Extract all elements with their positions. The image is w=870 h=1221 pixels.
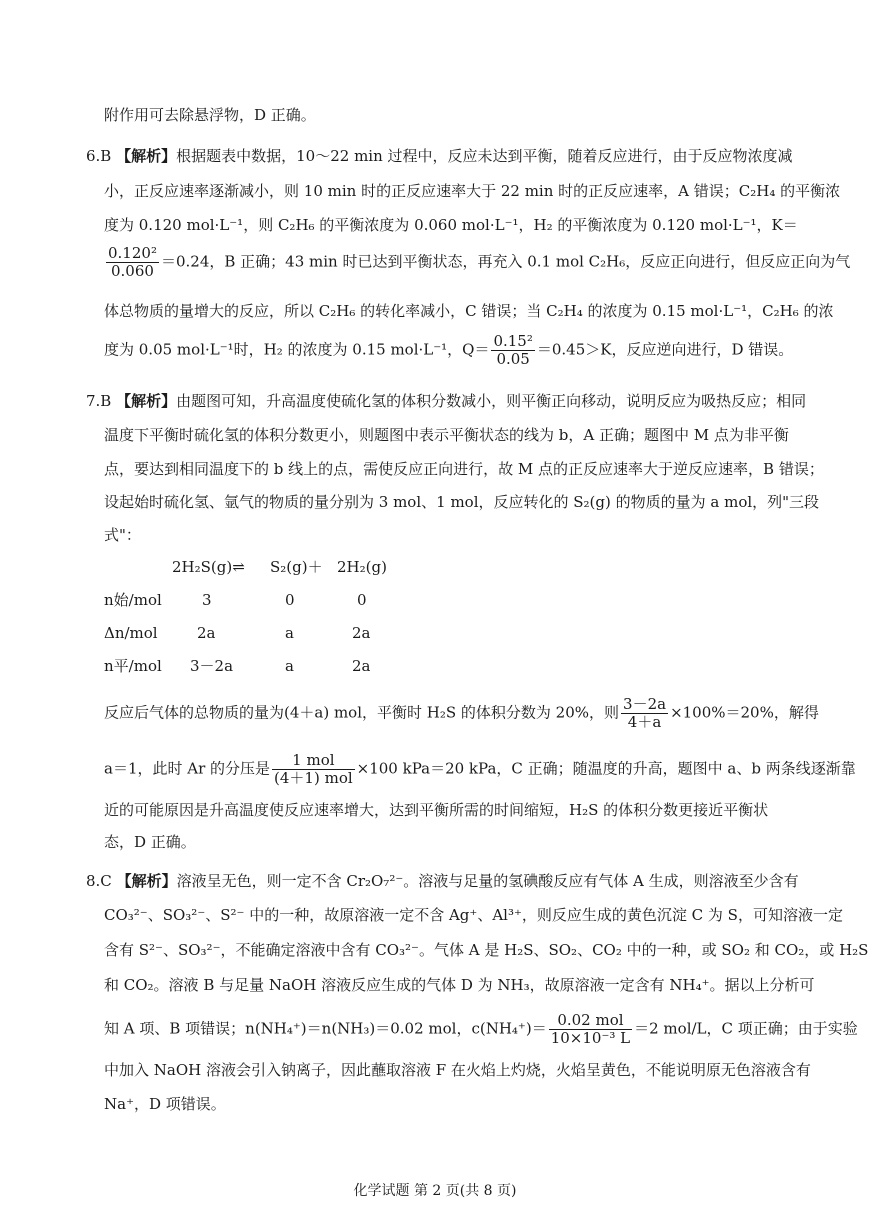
table-row-label: n平/mol xyxy=(104,657,162,675)
q7-pressure-fraction: $\frac{\text{1 mol}}{\text{(4＋1) mol}}$ xyxy=(274,751,353,787)
table-header-product-1: S₂(g)＋ xyxy=(270,558,323,576)
table-header-reactant: 2H₂S(g)⇌ xyxy=(172,558,245,576)
analysis-marker: 【解析】 xyxy=(116,392,177,410)
table-header-product-2: 2H₂(g) xyxy=(337,558,387,576)
q8-line-7: Na⁺，D 项错误。 xyxy=(104,1095,226,1113)
q6-line-3: 度为 0.120 mol·L⁻¹，则 C₂H₆ 的平衡浓度为 0.060 mol·L⁻¹，H₂ 的平衡浓度为 0.120 mol·L⁻¹，K＝ xyxy=(104,216,798,234)
q7-line-4: 设起始时硫化氢、氩气的物质的量分别为 3 mol、1 mol，反应转化的 S₂(g) 的物质的量为 a mol，列"三段 xyxy=(104,493,820,511)
q7-line-3: 点，要达到相同温度下的 b 线上的点，需使反应正向进行，故 M 点的正反应速率大于逆反应速率，B 错误； xyxy=(104,460,824,478)
table-row-label: n始/mol xyxy=(104,591,162,609)
table-cell: 2a xyxy=(352,657,371,675)
q8-line-6: 中加入 NaOH 溶液会引入钠离子，因此蘸取溶液 F 在火焰上灼烧，火焰呈黄色，不能说明原无色溶液含有 xyxy=(104,1061,811,1079)
table-cell: 2a xyxy=(197,624,216,642)
table-cell: 0 xyxy=(285,591,295,609)
q7-line-7: a＝1，此时 Ar 的分压是 $\frac{\text{1 mol}}{\text{(4＋1) mol}}$ ×100 kPa＝20 kPa，C 正确；随温度的升高，题图中 a、b 两条线逐渐靠 xyxy=(104,751,856,787)
q7-line-5: 式"： xyxy=(104,526,141,544)
table-row-label: Δn/mol xyxy=(104,624,158,642)
analysis-marker: 【解析】 xyxy=(116,147,177,165)
table-cell: a xyxy=(285,657,294,675)
q8-concentration-fraction: $\frac{\text{0.02 mol}}{\text{10×10⁻³ L}}$ xyxy=(550,1011,631,1047)
q6-line-2: 小，正反应速率逐渐减小，则 10 min 时的正反应速率大于 22 min 时的正反应速率，A 错误；C₂H₄ 的平衡浓 xyxy=(104,182,841,200)
table-cell: 0 xyxy=(357,591,367,609)
q6-line-6: 度为 0.05 mol·L⁻¹时，H₂ 的浓度为 0.15 mol·L⁻¹，Q＝ $\frac{\text{0.15²}}{0.05}$ ＝0.45＞K，反应逆向进行，D 错误。 xyxy=(104,332,794,368)
q6-line-4: $\frac{\text{0.120²}}{0.060}$ ＝0.24，B 正确；43 min 时已达到平衡状态，再充入 0.1 mol C₂H₆，反应正向进行，但反应正向为气 xyxy=(108,244,851,280)
page-footer: 化学试题 第 2 页(共 8 页) xyxy=(353,1183,517,1199)
q8-line-5: 知 A 项、B 项错误；n(NH₄⁺)＝n(NH₃)＝0.02 mol，c(NH₄⁺)＝ $\frac{\text{0.02 mol}}{\text{10×10⁻³ L}}$ ＝2 mol/L，C 项正确；由于实验 xyxy=(104,1011,858,1047)
q7-line-2: 温度下平衡时硫化氢的体积分数更小，则题图中表示平衡状态的线为 b，A 正确；题图中 M 点为非平衡 xyxy=(104,426,789,444)
q7-line-8: 近的可能原因是升高温度使反应速率增大，达到平衡所需的时间缩短，H₂S 的体积分数更接近平衡状 xyxy=(104,801,769,819)
table-cell: 3－2a xyxy=(190,657,234,675)
q6-line-1: 6.B 【解析】根据题表中数据，10～22 min 过程中，反应未达到平衡，随着反应进行，由于反应物浓度减 xyxy=(86,147,793,165)
q7-line-9: 态，D 正确。 xyxy=(104,833,196,851)
q6-q-fraction: $\frac{\text{0.15²}}{0.05}$ xyxy=(493,332,533,368)
q8-line-3: 含有 S²⁻、SO₃²⁻，不能确定溶液中含有 CO₃²⁻。气体 A 是 H₂S、SO₂、CO₂ 中的一种，或 SO₂ 和 CO₂，或 H₂S xyxy=(104,941,869,959)
table-cell: 3 xyxy=(202,591,212,609)
q7-volume-fraction: $\frac{3-2a}{4+a}$ xyxy=(623,695,667,731)
q6-line-5: 体总物质的量增大的反应，所以 C₂H₆ 的转化率减小，C 错误；当 C₂H₄ 的浓度为 0.15 mol·L⁻¹，C₂H₆ 的浓 xyxy=(104,302,834,320)
q8-line-4: 和 CO₂。溶液 B 与足量 NaOH 溶液反应生成的气体 D 为 NH₃，故原溶液一定含有 NH₄⁺。据以上分析可 xyxy=(104,976,815,994)
table-cell: a xyxy=(285,624,294,642)
q7-line-1: 7.B 【解析】由题图可知，升高温度使硫化氢的体积分数减小，则平衡正向移动，说明反应为吸热反应；相同 xyxy=(86,392,807,410)
q7-line-6: 反应后气体的总物质的量为(4＋a) mol，平衡时 H₂S 的体积分数为 20%，则 $\frac{3-2a}{4+a}$ ×100%＝20%，解得 xyxy=(104,695,819,731)
q8-line-1: 8.C 【解析】溶液呈无色，则一定不含 Cr₂O₇²⁻。溶液与足量的氢碘酸反应有气体 A 生成，则溶液至少含有 xyxy=(86,872,799,890)
q6-k-fraction: $\frac{\text{0.120²}}{0.060}$ xyxy=(108,244,157,280)
analysis-marker: 【解析】 xyxy=(116,872,177,890)
table-cell: 2a xyxy=(352,624,371,642)
q5-tail: 附作用可去除悬浮物，D 正确。 xyxy=(104,106,316,124)
q8-line-2: CO₃²⁻、SO₃²⁻、S²⁻ 中的一种，故原溶液一定不含 Ag⁺、Al³⁺，则反应生成的黄色沉淀 C 为 S，可知溶液一定 xyxy=(104,906,843,924)
